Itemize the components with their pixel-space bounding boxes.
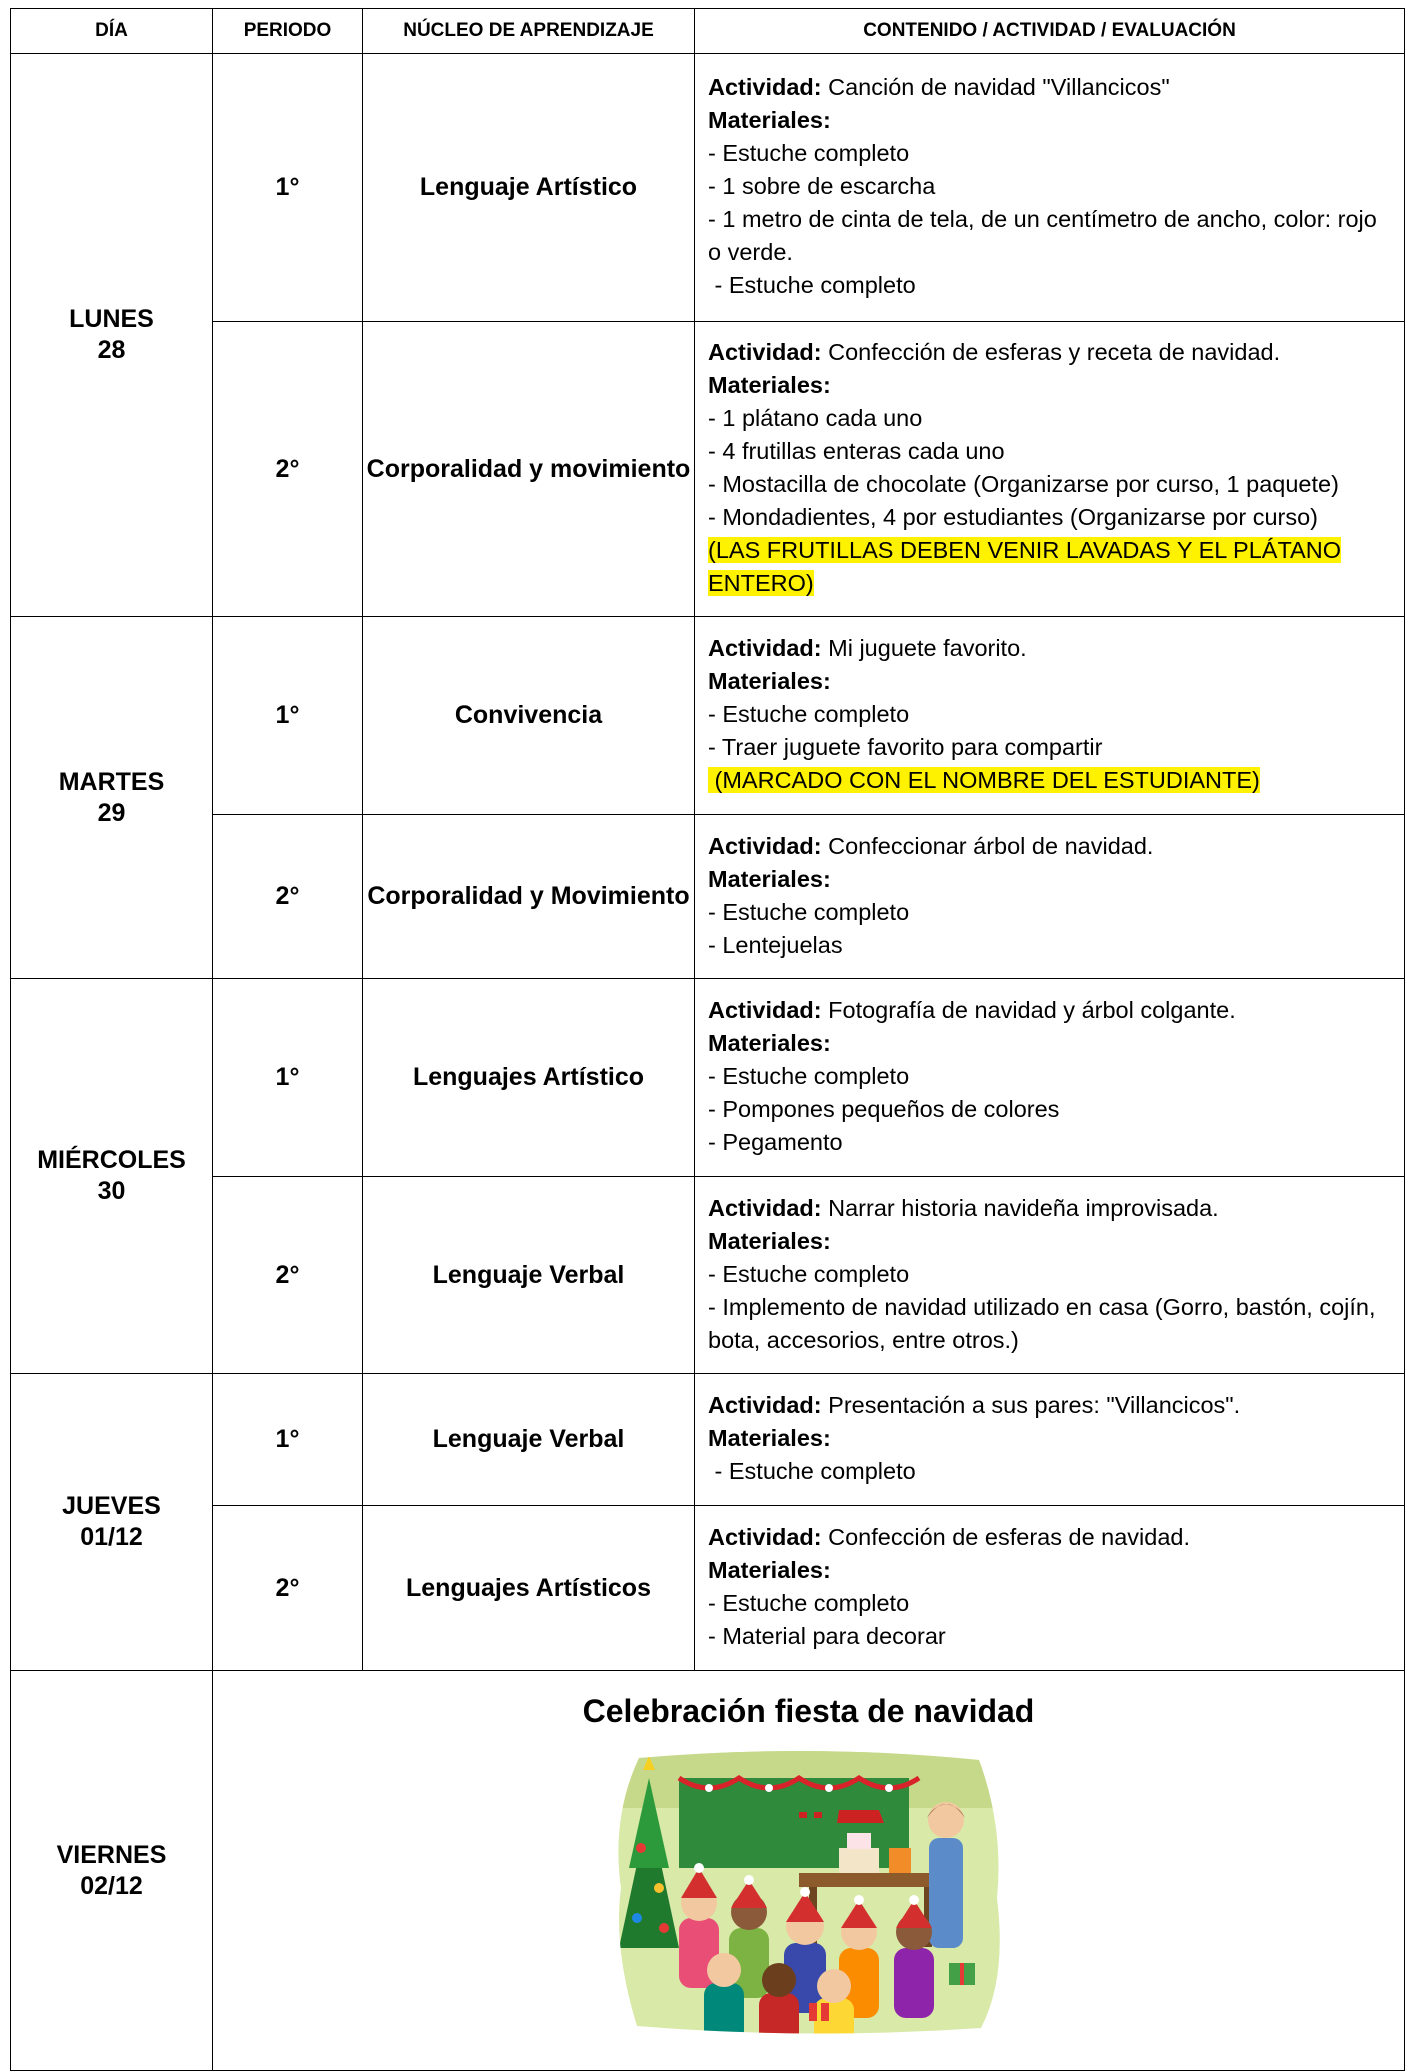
content-cell (695, 617, 1405, 815)
day-cell-martes (11, 617, 213, 979)
period-cell: 2° (213, 1177, 363, 1374)
actividad-text: Confección de esferas de navidad. (821, 1524, 1191, 1550)
period-cell: 1° (213, 979, 363, 1177)
actividad-label: Actividad: (708, 997, 822, 1023)
day-cell-lunes (11, 54, 213, 617)
material-item: - Lentejuelas (708, 931, 843, 958)
table-row (11, 322, 1405, 617)
header-contenido: CONTENIDO / ACTIVIDAD / EVALUACIÓN (695, 9, 1405, 54)
nucleo-cell: Lenguaje Verbal (363, 1374, 695, 1506)
content-cell (695, 54, 1405, 322)
nucleo-cell: Convivencia (363, 617, 695, 815)
actividad-text: Confección de esferas y receta de navidad. (821, 339, 1281, 365)
content-cell (695, 815, 1405, 979)
header-row (11, 9, 1405, 54)
period-cell: 2° (213, 1506, 363, 1671)
day-cell-miercoles (11, 979, 213, 1374)
day-name: MIÉRCOLES (37, 1146, 186, 1174)
material-item: - 1 plátano cada uno (708, 405, 923, 431)
materiales-label: Materiales: (708, 1425, 831, 1451)
christmas-party-illustration (609, 1748, 1009, 2038)
table-row (11, 54, 1405, 322)
period-cell: 2° (213, 322, 363, 617)
actividad-text: Canción de navidad "Villancicos" (821, 74, 1170, 100)
material-item: - 4 frutillas enteras cada uno (708, 438, 1005, 464)
table-row (11, 1374, 1405, 1506)
period-cell: 1° (213, 1374, 363, 1506)
material-item: - Traer juguete favorito para compartir (708, 734, 1103, 760)
material-item: - Mondadientes, 4 por estudiantes (Organizarse por curso) (708, 504, 1319, 530)
highlight-note: (LAS FRUTILLAS DEBEN VENIR LAVADAS Y EL PLÁTANO ENTERO) (708, 537, 1341, 596)
period-cell: 2° (213, 815, 363, 979)
actividad-label: Actividad: (708, 635, 822, 661)
header-periodo: PERIODO (213, 9, 363, 54)
actividad-label: Actividad: (708, 832, 822, 859)
actividad-text: Mi juguete favorito. (821, 635, 1027, 661)
material-item: - Pegamento (708, 1129, 843, 1155)
actividad-label: Actividad: (708, 74, 822, 100)
content-cell (695, 1506, 1405, 1671)
material-item: - Estuche completo (708, 140, 910, 166)
header-dia: DÍA (11, 9, 213, 54)
nucleo-cell: Lenguaje Artístico (363, 54, 695, 322)
materiales-label: Materiales: (708, 1227, 831, 1254)
table-row (11, 815, 1405, 979)
day-name: VIERNES (56, 1840, 167, 1869)
content-cell (695, 1374, 1405, 1506)
day-name: JUEVES (62, 1492, 161, 1520)
material-item: - Material para decorar (708, 1623, 946, 1649)
actividad-text: Fotografía de navidad y árbol colgante. (821, 997, 1236, 1023)
day-date: 02/12 (80, 1871, 143, 1900)
nucleo-cell: Lenguajes Artístico (363, 979, 695, 1177)
content-cell (695, 322, 1405, 617)
celebration-cell (213, 1671, 1405, 2071)
celebration-title: Celebración fiesta de navidad (582, 1693, 1035, 1729)
day-date: 28 (97, 336, 126, 364)
material-item: - Implemento de navidad utilizado en casa (Gorro, bastón, cojín, bota, accesorios, entre otros.) (708, 1293, 1376, 1353)
actividad-label: Actividad: (708, 1392, 822, 1418)
material-item: - 1 metro de cinta de tela, de un centímetro de ancho, color: rojo o verde. (708, 206, 1377, 265)
table-row (11, 1506, 1405, 1671)
actividad-text: Narrar historia navideña improvisada. (821, 1194, 1219, 1221)
material-item: - Mostacilla de chocolate (Organizarse por curso, 1 paquete) (708, 471, 1339, 497)
content-cell (695, 1177, 1405, 1374)
material-item: - Estuche completo (708, 1458, 916, 1484)
day-date: 01/12 (80, 1523, 143, 1551)
materiales-label: Materiales: (708, 1557, 831, 1583)
actividad-label: Actividad: (708, 339, 822, 365)
day-date: 29 (97, 798, 126, 827)
period-cell: 1° (213, 617, 363, 815)
materiales-label: Materiales: (708, 372, 831, 398)
material-item: - Estuche completo (708, 1260, 910, 1287)
actividad-label: Actividad: (708, 1524, 822, 1550)
table-row (11, 617, 1405, 815)
day-name: MARTES (58, 767, 165, 796)
table-row (11, 979, 1405, 1177)
materiales-label: Materiales: (708, 107, 831, 133)
period-cell: 1° (213, 54, 363, 322)
nucleo-cell: Corporalidad y movimiento (363, 322, 695, 617)
material-item: - Estuche completo (708, 898, 910, 925)
material-item: - Estuche completo (708, 1063, 910, 1089)
nucleo-cell: Corporalidad y Movimiento (363, 815, 695, 979)
material-item: - Estuche completo (708, 272, 916, 298)
material-item: - Estuche completo (708, 701, 910, 727)
day-name: LUNES (69, 305, 154, 333)
nucleo-cell: Lenguajes Artísticos (363, 1506, 695, 1671)
material-item: - Pompones pequeños de colores (708, 1096, 1060, 1122)
actividad-label: Actividad: (708, 1194, 822, 1221)
actividad-text: Confeccionar árbol de navidad. (821, 832, 1154, 859)
materiales-label: Materiales: (708, 1030, 831, 1056)
table-row (11, 1177, 1405, 1374)
day-cell-viernes (11, 1671, 213, 2071)
header-nucleo: NÚCLEO DE APRENDIZAJE (363, 9, 695, 54)
highlight-note: (MARCADO CON EL NOMBRE DEL ESTUDIANTE) (708, 767, 1260, 793)
day-cell-jueves (11, 1374, 213, 1671)
table-row (11, 1671, 1405, 2071)
material-item: - Estuche completo (708, 1590, 910, 1616)
actividad-text: Presentación a sus pares: "Villancicos". (821, 1392, 1241, 1418)
materiales-label: Materiales: (708, 865, 831, 892)
materiales-label: Materiales: (708, 668, 831, 694)
material-item: - 1 sobre de escarcha (708, 173, 936, 199)
day-date: 30 (97, 1177, 126, 1205)
schedule-table (10, 8, 1405, 2071)
content-cell (695, 979, 1405, 1177)
nucleo-cell: Lenguaje Verbal (363, 1177, 695, 1374)
